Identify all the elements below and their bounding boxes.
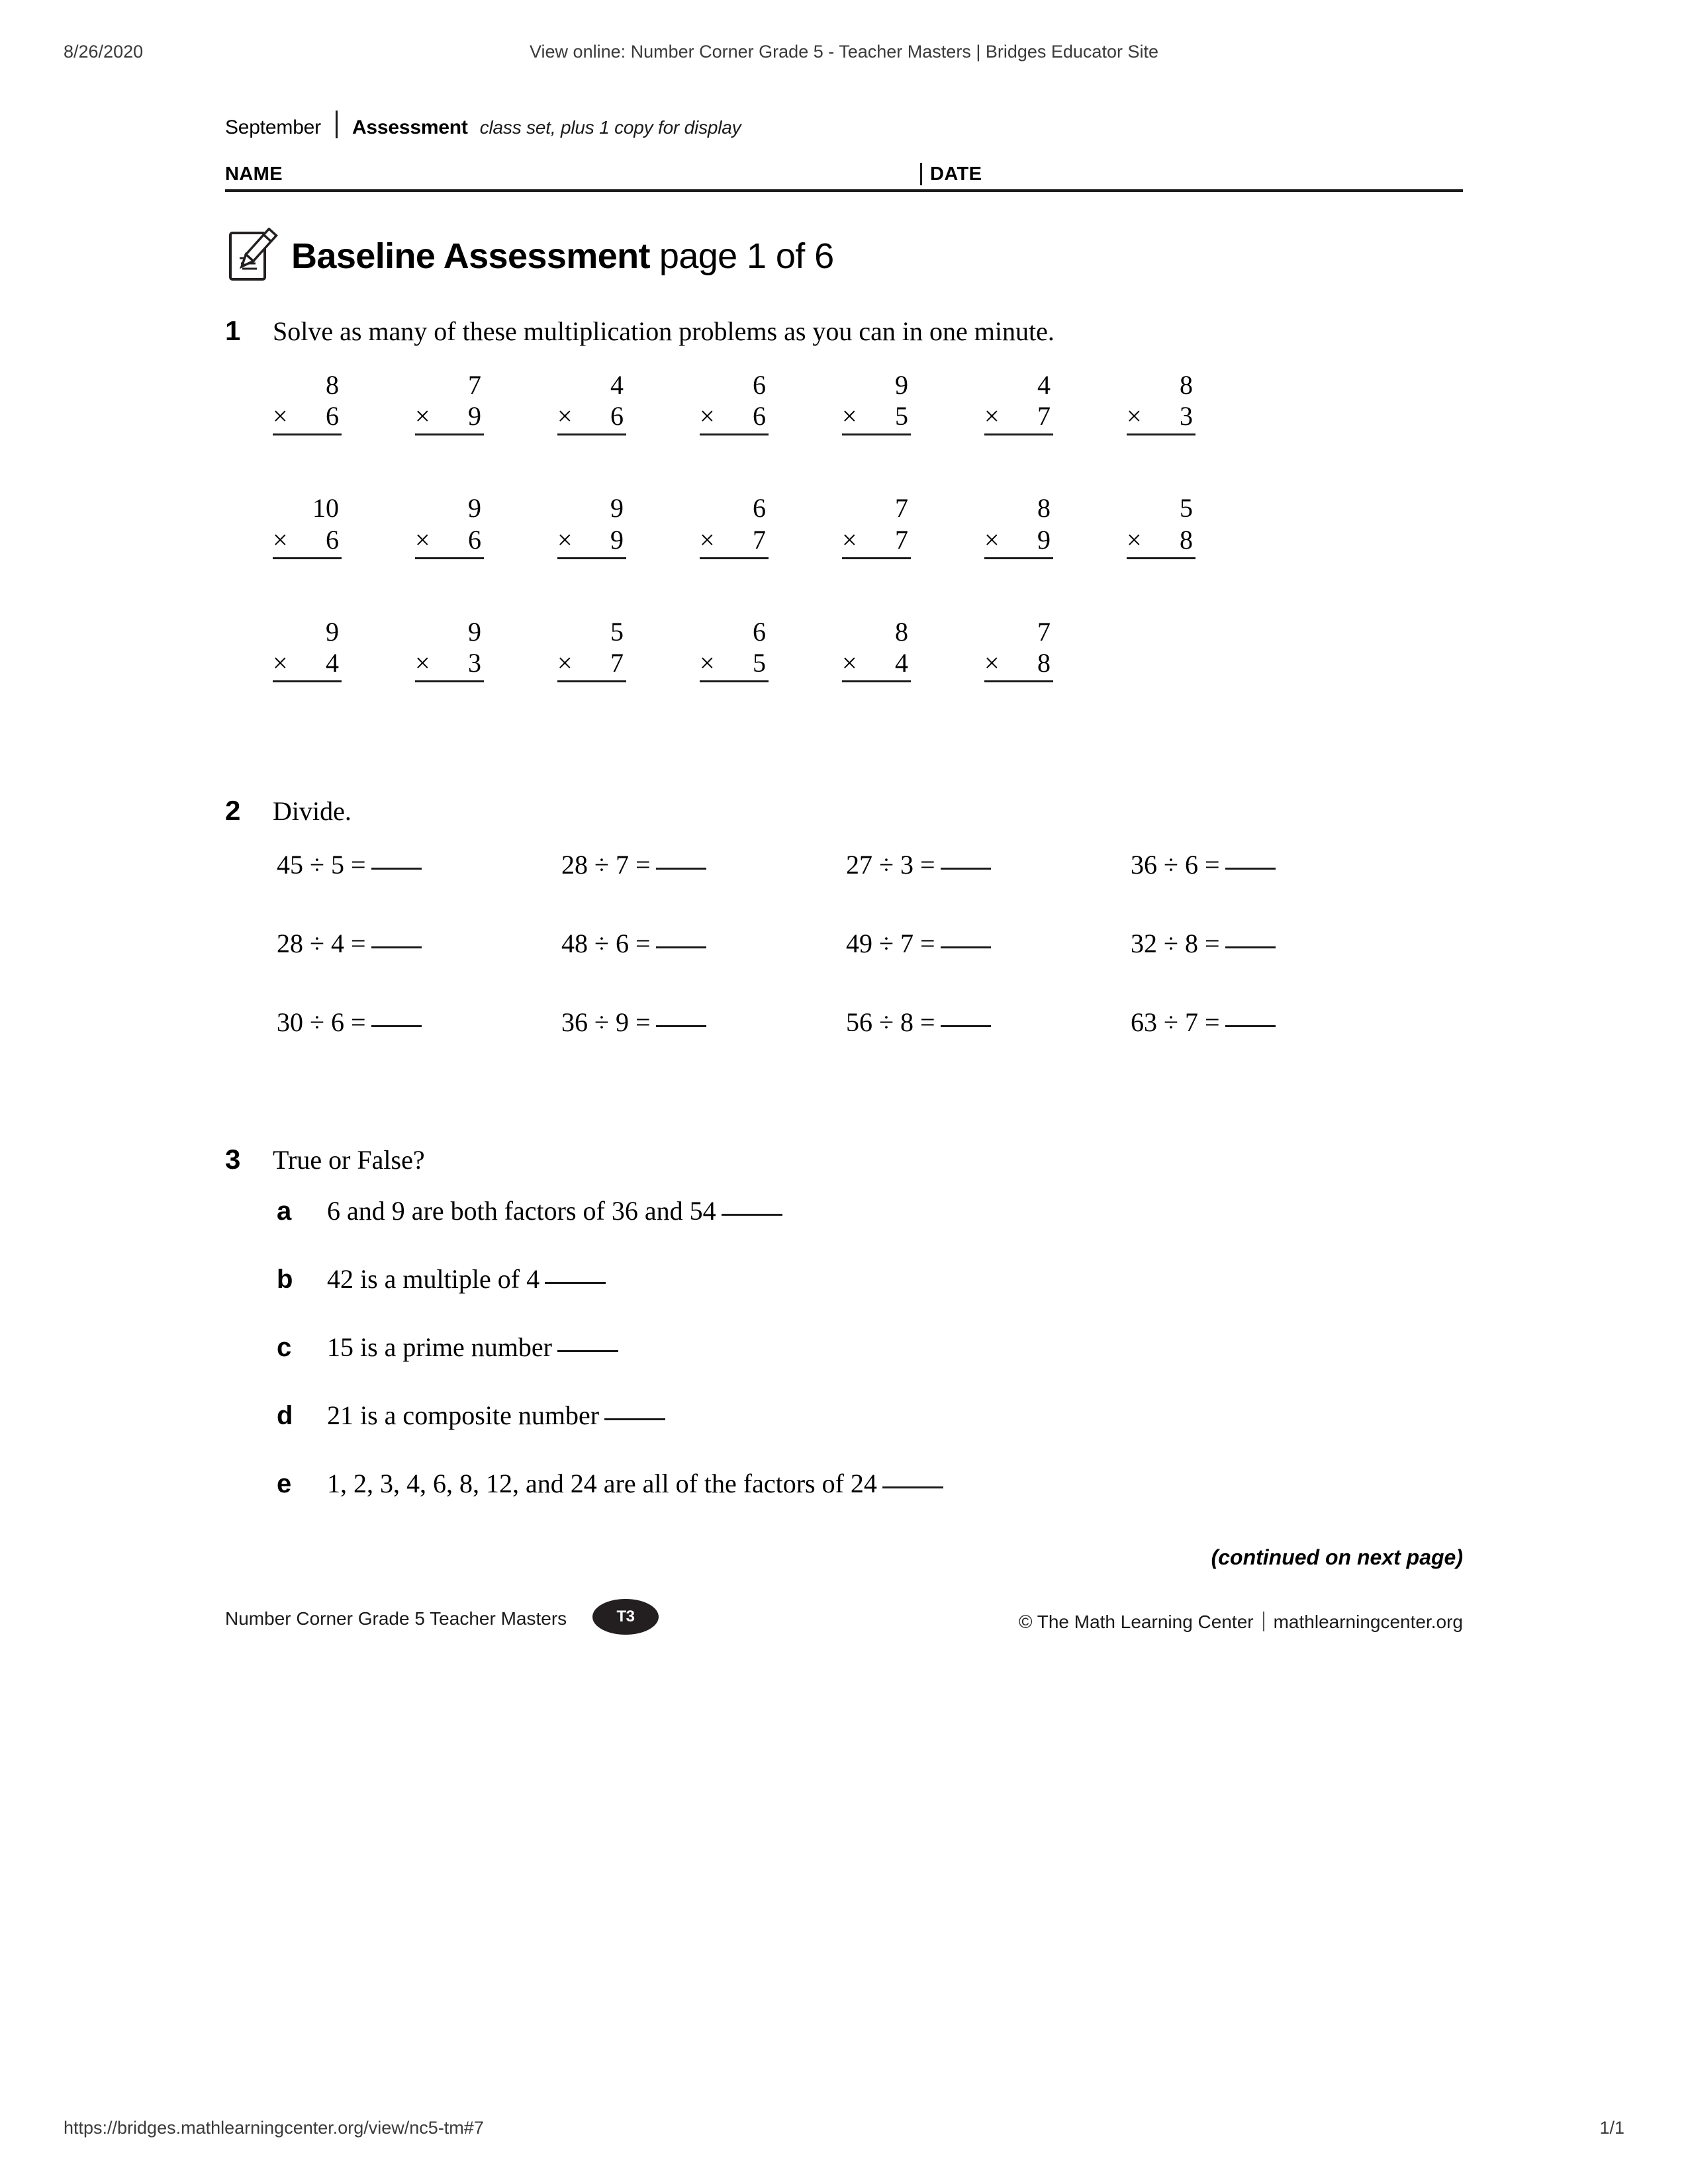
division-problem[interactable] [277, 928, 561, 959]
multiplication-problem[interactable] [984, 492, 1127, 559]
answer-blank[interactable] [1225, 946, 1276, 948]
multiplication-problem[interactable] [557, 616, 700, 682]
multiplication-problem[interactable] [984, 369, 1127, 435]
multiplier-line [700, 647, 769, 682]
multiplier: 3 [468, 647, 481, 678]
times-operator: × [984, 524, 1000, 555]
multiplier: 9 [610, 524, 624, 555]
multiplication-problem[interactable] [842, 369, 984, 435]
times-operator: × [557, 401, 573, 432]
true-false-item[interactable] [277, 1332, 1463, 1363]
document-footer [225, 1599, 1463, 1639]
division-expression: 48 ÷ 6 = [561, 929, 651, 959]
page-code-badge: T3 [592, 1599, 659, 1635]
times-operator: × [415, 524, 430, 555]
multiplier-line [984, 647, 1053, 682]
question-2 [225, 795, 1463, 1038]
answer-blank[interactable] [941, 1025, 991, 1027]
multiplication-problem[interactable] [273, 616, 415, 682]
multiplicand: 7 [468, 370, 481, 400]
times-operator: × [842, 401, 857, 432]
masthead-divider [336, 111, 338, 138]
multiplier: 9 [468, 401, 481, 432]
multiplicand: 5 [610, 616, 624, 647]
question-1-number: 1 [225, 315, 241, 346]
item-text-wrap [327, 1468, 943, 1499]
multiplier: 7 [1037, 401, 1051, 432]
answer-blank[interactable] [371, 946, 422, 948]
multiplication-problem[interactable] [1127, 492, 1269, 559]
multiplicand: 9 [468, 493, 481, 523]
division-problem[interactable] [277, 1007, 561, 1038]
page-title-main: Baseline Assessment [291, 236, 650, 276]
footer-divider [1263, 1612, 1264, 1631]
item-statement: 15 is a prime number [327, 1332, 552, 1363]
division-problem[interactable] [1131, 928, 1415, 959]
item-statement: 6 and 9 are both factors of 36 and 54 [327, 1196, 716, 1226]
multiplier-line [557, 524, 626, 559]
times-operator: × [842, 647, 857, 678]
times-operator: × [415, 401, 430, 432]
name-label: NAME [225, 163, 283, 185]
division-row [277, 849, 1463, 880]
multiplicand: 9 [895, 370, 908, 400]
multiplicand: 7 [1037, 616, 1051, 647]
multiplier: 6 [468, 524, 481, 555]
division-expression: 45 ÷ 5 = [277, 850, 366, 880]
division-grid [277, 849, 1463, 1038]
times-operator: × [273, 647, 288, 678]
multiplicand: 9 [326, 616, 339, 647]
worksheet-page [225, 106, 1463, 1639]
division-expression: 27 ÷ 3 = [846, 850, 935, 880]
multiplier-line [842, 400, 911, 435]
times-operator: × [273, 401, 288, 432]
multiplier: 3 [1180, 401, 1193, 432]
division-expression: 32 ÷ 8 = [1131, 929, 1220, 959]
question-3-head [225, 1144, 1463, 1175]
multiplier-line [700, 524, 769, 559]
answer-blank[interactable] [371, 1025, 422, 1027]
multiplier-line [557, 400, 626, 435]
multiplier-line [557, 647, 626, 682]
division-expression: 56 ÷ 8 = [846, 1007, 935, 1038]
times-operator: × [984, 401, 1000, 432]
multiplier-line [273, 400, 342, 435]
multiplier-line [415, 647, 484, 682]
multiplier-line [984, 400, 1053, 435]
times-operator: × [700, 401, 715, 432]
multiplication-problem[interactable] [842, 616, 984, 682]
multiplier-line [984, 524, 1053, 559]
question-1 [225, 315, 1463, 682]
item-statement: 42 is a multiple of 4 [327, 1264, 540, 1295]
multiplier: 6 [610, 401, 624, 432]
multiplicand: 6 [753, 493, 766, 523]
multiplicand: 8 [1180, 370, 1193, 400]
multiplier: 8 [1180, 524, 1193, 555]
answer-blank[interactable] [371, 868, 422, 870]
multiplier-line [1127, 524, 1196, 559]
date-label: DATE [930, 163, 982, 185]
multiplier-line [842, 524, 911, 559]
answer-blank[interactable] [1225, 868, 1276, 870]
true-false-item[interactable] [277, 1195, 1463, 1226]
multiplicand: 9 [468, 616, 481, 647]
true-false-item[interactable] [277, 1263, 1463, 1295]
division-problem[interactable] [846, 928, 1131, 959]
answer-blank[interactable] [656, 946, 706, 948]
item-text-wrap [327, 1195, 782, 1226]
footer-title: Number Corner Grade 5 Teacher Masters [225, 1608, 567, 1629]
question-3 [225, 1144, 1463, 1499]
multiplicand: 6 [753, 616, 766, 647]
times-operator: × [557, 524, 573, 555]
item-text-wrap [327, 1263, 606, 1295]
division-expression: 49 ÷ 7 = [846, 929, 935, 959]
multiplier: 9 [1037, 524, 1051, 555]
division-problem[interactable] [561, 849, 846, 880]
division-expression: 36 ÷ 9 = [561, 1007, 651, 1038]
multiplication-problem[interactable] [273, 492, 415, 559]
answer-blank[interactable] [604, 1418, 665, 1420]
question-1-head [225, 315, 1463, 347]
multiplier: 6 [326, 524, 339, 555]
footer-credit [1019, 1608, 1463, 1633]
browser-print-footer [0, 2118, 1688, 2144]
item-text-wrap [327, 1400, 665, 1431]
multiplier-line [273, 647, 342, 682]
multiplication-row [273, 369, 1463, 435]
answer-blank[interactable] [656, 1025, 706, 1027]
division-expression: 63 ÷ 7 = [1131, 1007, 1220, 1038]
answer-blank[interactable] [722, 1214, 782, 1216]
item-statement: 21 is a composite number [327, 1400, 600, 1431]
item-letter: a [277, 1197, 292, 1226]
answer-blank[interactable] [882, 1486, 943, 1488]
multiplicand: 8 [895, 616, 908, 647]
multiplicand: 4 [1037, 370, 1051, 400]
answer-blank[interactable] [941, 868, 991, 870]
question-3-prompt: True or False? [273, 1145, 425, 1175]
print-date: 8/26/2020 [64, 41, 144, 62]
multiplier: 4 [326, 647, 339, 678]
date-field-group [920, 163, 982, 185]
times-operator: × [273, 524, 288, 555]
division-problem[interactable] [846, 1007, 1131, 1038]
item-letter: b [277, 1265, 293, 1295]
masthead-note: class set, plus 1 copy for display [479, 117, 741, 138]
times-operator: × [984, 647, 1000, 678]
division-problem[interactable] [1131, 1007, 1415, 1038]
question-1-prompt: Solve as many of these multiplication problems as you can in one minute. [273, 316, 1055, 346]
question-3-number: 3 [225, 1144, 241, 1175]
division-expression: 30 ÷ 6 = [277, 1007, 366, 1038]
multiplier: 8 [1037, 647, 1051, 678]
footer-copyright: © The Math Learning Center [1018, 1612, 1254, 1633]
multiplier-line [1127, 400, 1196, 435]
true-false-list [277, 1195, 1463, 1499]
print-url: https://bridges.mathlearningcenter.org/view/nc5-tm#7 [64, 2118, 484, 2138]
multiplication-problem[interactable] [557, 492, 700, 559]
multiplier-line [415, 400, 484, 435]
times-operator: × [1127, 524, 1142, 555]
masthead [225, 106, 1463, 142]
multiplier: 7 [610, 647, 624, 678]
answer-blank[interactable] [557, 1350, 618, 1352]
multiplication-problem[interactable] [415, 369, 557, 435]
multiplier: 4 [895, 647, 908, 678]
question-2-head [225, 795, 1463, 827]
multiplication-problem[interactable] [557, 369, 700, 435]
item-letter: e [277, 1469, 292, 1499]
multiplicand: 9 [610, 493, 624, 523]
multiplication-problem[interactable] [842, 492, 984, 559]
browser-print-header [0, 38, 1688, 65]
item-letter: d [277, 1401, 293, 1431]
item-statement: 1, 2, 3, 4, 6, 8, 12, and 24 are all of the factors of 24 [327, 1469, 877, 1499]
division-expression: 28 ÷ 7 = [561, 850, 651, 880]
multiplier-line [415, 524, 484, 559]
multiplication-problem[interactable] [273, 369, 415, 435]
division-problem[interactable] [277, 849, 561, 880]
multiplication-grid [273, 369, 1463, 682]
print-page-indicator: 1/1 [1599, 2118, 1624, 2138]
multiplier-line [842, 647, 911, 682]
answer-blank[interactable] [1225, 1025, 1276, 1027]
times-operator: × [557, 647, 573, 678]
multiplicand: 6 [753, 370, 766, 400]
multiplier: 7 [895, 524, 908, 555]
true-false-item[interactable] [277, 1400, 1463, 1431]
multiplication-row [273, 492, 1463, 559]
answer-blank[interactable] [545, 1282, 606, 1284]
multiplication-problem[interactable] [700, 492, 842, 559]
times-operator: × [415, 647, 430, 678]
multiplication-problem[interactable] [700, 616, 842, 682]
page-title-row [225, 226, 1463, 286]
page-title [291, 236, 834, 277]
question-2-number: 2 [225, 795, 241, 827]
worksheet-pencil-icon [225, 228, 282, 285]
multiplication-row [273, 616, 1463, 682]
multiplier: 6 [753, 401, 766, 432]
continued-note: (continued on next page) [1211, 1545, 1463, 1570]
true-false-item[interactable] [277, 1468, 1463, 1499]
name-date-row [225, 158, 1463, 192]
multiplicand: 10 [312, 493, 339, 523]
question-2-prompt: Divide. [273, 796, 352, 827]
multiplication-problem[interactable] [1127, 369, 1269, 435]
multiplicand: 5 [1180, 493, 1193, 523]
multiplicand: 7 [895, 493, 908, 523]
print-title: View online: Number Corner Grade 5 - Teacher Masters | Bridges Educator Site [530, 41, 1158, 62]
multiplier: 5 [753, 647, 766, 678]
division-problem[interactable] [1131, 849, 1415, 880]
multiplication-problem[interactable] [984, 616, 1127, 682]
multiplication-problem[interactable] [700, 369, 842, 435]
times-operator: × [700, 647, 715, 678]
multiplication-problem[interactable] [415, 492, 557, 559]
multiplicand: 4 [610, 370, 624, 400]
division-row [277, 1007, 1463, 1038]
division-problem[interactable] [846, 849, 1131, 880]
multiplier-line [700, 400, 769, 435]
division-expression: 28 ÷ 4 = [277, 929, 366, 959]
multiplication-problem[interactable] [415, 616, 557, 682]
times-operator: × [1127, 401, 1142, 432]
division-row [277, 928, 1463, 959]
division-problem[interactable] [561, 1007, 846, 1038]
multiplier: 7 [753, 524, 766, 555]
times-operator: × [700, 524, 715, 555]
masthead-kind: Assessment [352, 116, 468, 138]
multiplier-line [273, 524, 342, 559]
multiplicand: 8 [1037, 493, 1051, 523]
multiplier: 5 [895, 401, 908, 432]
item-text-wrap [327, 1332, 618, 1363]
date-divider [920, 163, 922, 185]
item-letter: c [277, 1333, 292, 1363]
answer-blank[interactable] [941, 946, 991, 948]
multiplier: 6 [326, 401, 339, 432]
page-title-sub: page 1 of 6 [659, 236, 834, 276]
division-expression: 36 ÷ 6 = [1131, 850, 1220, 880]
footer-site: mathlearningcenter.org [1273, 1612, 1463, 1633]
answer-blank[interactable] [656, 868, 706, 870]
times-operator: × [842, 524, 857, 555]
division-problem[interactable] [561, 928, 846, 959]
multiplicand: 8 [326, 370, 339, 400]
masthead-month: September [225, 116, 321, 138]
